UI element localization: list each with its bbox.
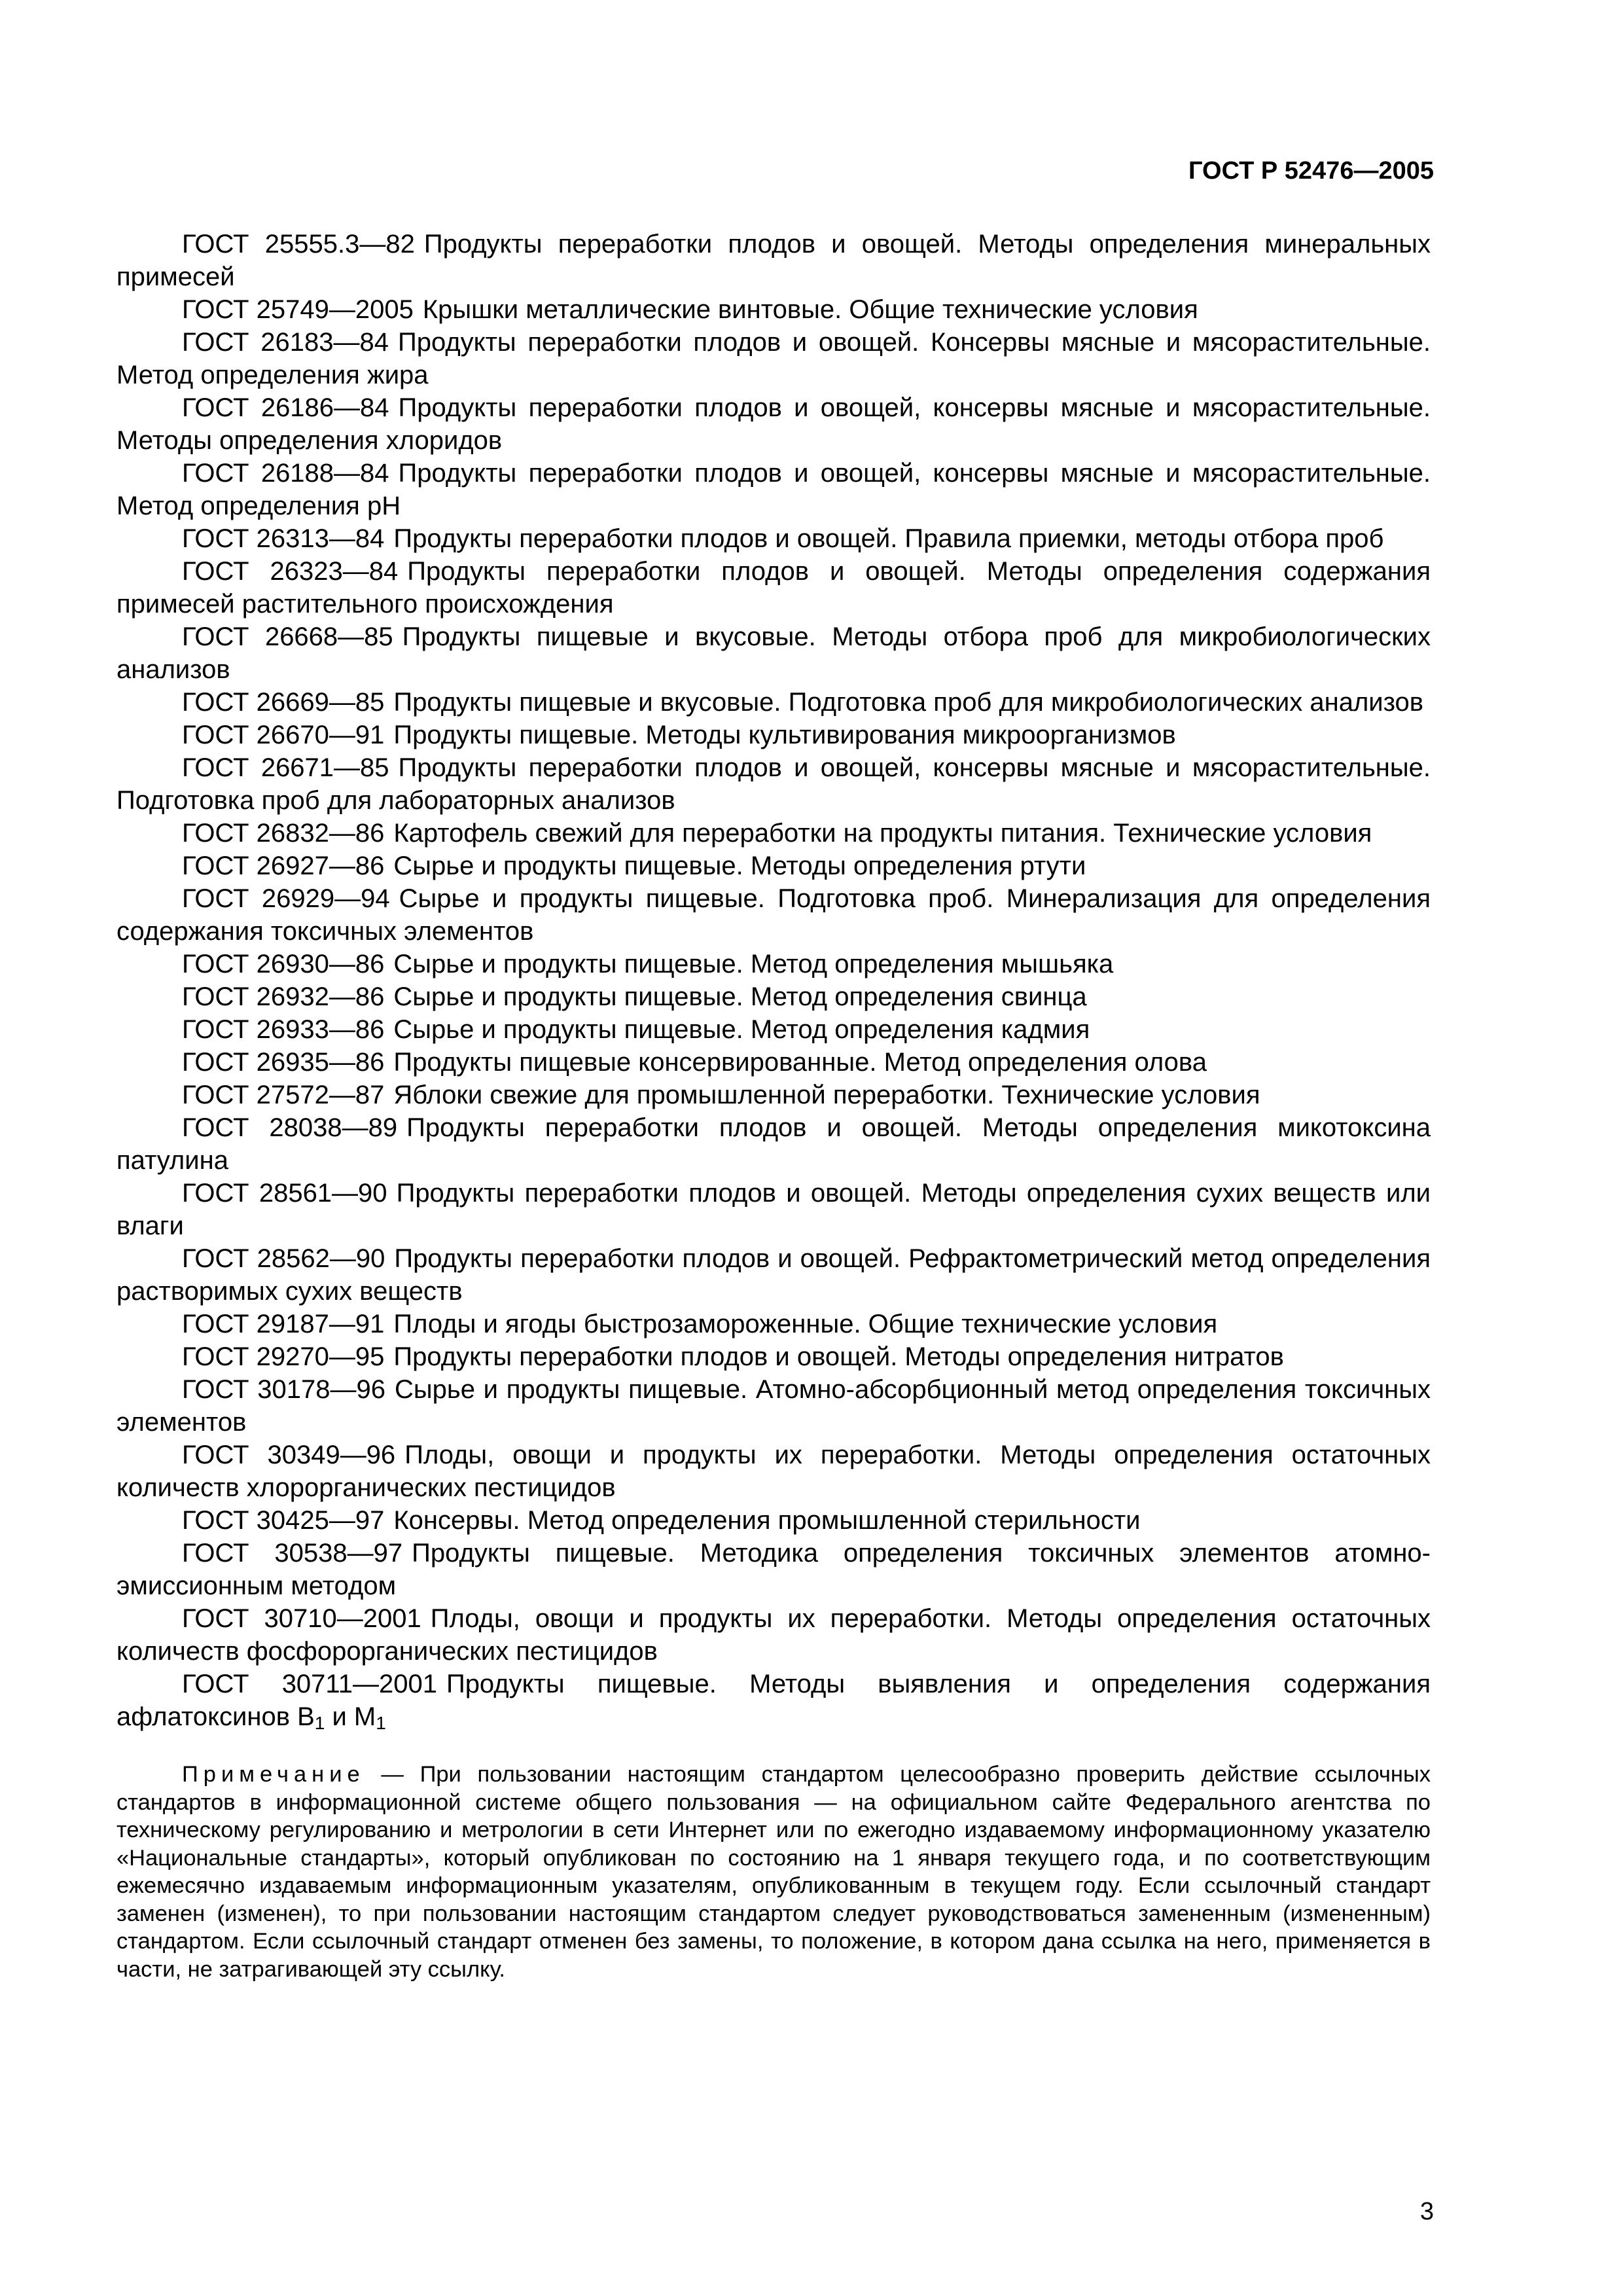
reference-title: Продукты переработки плодов и овощей. Методы определения содержания примесей растительного происхождения — [116, 557, 1431, 619]
reference-title: Продукты переработки плодов и овощей, консервы мясные и мясорастительные. Метод определения pH — [116, 459, 1431, 520]
reference-title: Продукты пищевые и вкусовые. Методы отбора проб для микробиологических анализов — [116, 622, 1431, 684]
reference-title: Продукты переработки плодов и овощей. Методы определения сухих веществ или влаги — [116, 1179, 1431, 1240]
document-code-header: ГОСТ Р 52476—2005 — [1188, 157, 1434, 185]
reference-title: Продукты переработки плодов и овощей. Правила приемки, методы отбора проб — [393, 524, 1384, 553]
reference-code: ГОСТ 28038—89 — [182, 1113, 398, 1142]
reference-code: ГОСТ 26832—86 — [182, 819, 385, 848]
reference-title: Крышки металлические винтовые. Общие технические условия — [422, 295, 1198, 324]
reference-entry — [116, 817, 1431, 850]
reference-entry — [116, 1046, 1431, 1079]
reference-entry — [116, 620, 1431, 686]
reference-entry — [116, 686, 1431, 719]
reference-entry — [116, 980, 1431, 1013]
reference-code: ГОСТ 26932—86 — [182, 982, 385, 1011]
reference-title: Сырье и продукты пищевые. Методы определения ртути — [393, 852, 1086, 880]
reference-title: Яблоки свежие для промышленной переработки. Технические условия — [393, 1081, 1260, 1109]
reference-title: Продукты пищевые и вкусовые. Подготовка проб для микробиологических анализов — [393, 688, 1424, 717]
reference-code: ГОСТ 30178—96 — [182, 1375, 385, 1404]
reference-entry — [116, 228, 1431, 293]
reference-title: Плоды, овощи и продукты их переработки. Методы определения остаточных количеств фосфорорганических пестицидов — [116, 1604, 1431, 1666]
reference-title: Сырье и продукты пищевые. Метод определения свинца — [393, 982, 1087, 1011]
reference-code: ГОСТ 30711—2001 — [182, 1670, 437, 1698]
reference-code: ГОСТ 26323—84 — [182, 557, 399, 586]
reference-title: Сырье и продукты пищевые. Метод определения кадмия — [393, 1015, 1090, 1044]
reference-entry — [116, 1340, 1431, 1373]
reference-code: ГОСТ 29270—95 — [182, 1342, 385, 1371]
reference-title: Продукты переработки плодов и овощей. Методы определения нитратов — [393, 1342, 1284, 1371]
reference-entry — [116, 1308, 1431, 1340]
reference-title: Сырье и продукты пищевые. Подготовка проб. Минерализация для определения содержания токсичных элементов — [116, 884, 1431, 946]
reference-title: Плоды, овощи и продукты их переработки. Методы определения остаточных количеств хлорорганических пестицидов — [116, 1441, 1431, 1502]
page-number: 3 — [1419, 2198, 1434, 2225]
reference-title: Продукты переработки плодов и овощей. Методы определения микотоксина патулина — [116, 1113, 1431, 1175]
reference-entry — [116, 751, 1431, 817]
reference-entry — [116, 882, 1431, 948]
reference-entry — [116, 850, 1431, 882]
reference-title: Продукты пищевые консервированные. Метод определения олова — [393, 1048, 1207, 1077]
reference-entry — [116, 555, 1431, 620]
reference-code: ГОСТ 26668—85 — [182, 622, 393, 651]
reference-entry — [116, 719, 1431, 751]
reference-code: ГОСТ 30425—97 — [182, 1506, 385, 1535]
reference-code: ГОСТ 28562—90 — [182, 1244, 385, 1273]
reference-code: ГОСТ 26183—84 — [182, 328, 389, 357]
subscript: 1 — [376, 1713, 386, 1733]
reference-entry — [116, 1013, 1431, 1046]
reference-entry — [116, 1439, 1431, 1504]
note-label: Примечание — [182, 1762, 365, 1787]
note-text: — При пользовании настоящим стандартом целесообразно проверить действие ссылочных стандартов в информационной системе общего пользования — на официальном сайте Федерального агентства по техническому регулированию и метрологии в сети Интернет или по ежегодно издаваемому информационному указателю «Национальные стандарты», который опубликован по состоянию на 1 января текущего года, и по соответствующим ежемесячно издаваемым информационным указателям, опубликованным в текущем году. Если ссылочный стандарт заменен (изменен), то при пользовании настоящим стандартом следует руководствоваться замененным (измененным) стандартом. Если ссылочный стандарт отменен без замены, то положение, в котором дана ссылка на него, применяется в части, не затрагивающей эту ссылку. — [116, 1762, 1431, 1982]
reference-entry — [116, 326, 1431, 391]
reference-entry — [116, 1602, 1431, 1668]
reference-code: ГОСТ 26670—91 — [182, 721, 385, 749]
reference-code: ГОСТ 26930—86 — [182, 950, 385, 978]
reference-title: Продукты пищевые. Методика определения токсичных элементов атомно-эмиссионным методом — [116, 1539, 1431, 1600]
reference-code: ГОСТ 26669—85 — [182, 688, 385, 717]
reference-title: Продукты переработки плодов и овощей. Консервы мясные и мясорастительные. Метод определения жира — [116, 328, 1431, 389]
reference-code: ГОСТ 26927—86 — [182, 852, 385, 880]
reference-entry — [116, 457, 1431, 522]
reference-entry — [116, 391, 1431, 457]
reference-title: Продукты переработки плодов и овощей. Рефрактометрический метод определения растворимых сухих веществ — [116, 1244, 1431, 1306]
reference-code: ГОСТ 30710—2001 — [182, 1604, 421, 1633]
reference-code: ГОСТ 28561—90 — [182, 1179, 387, 1208]
reference-code: ГОСТ 26186—84 — [182, 393, 389, 422]
reference-title: Продукты переработки плодов и овощей, консервы мясные и мясорастительные. Подготовка проб для лабораторных анализов — [116, 753, 1431, 815]
references-list — [116, 228, 1431, 2006]
reference-entry — [116, 1242, 1431, 1308]
reference-code: ГОСТ 26933—86 — [182, 1015, 385, 1044]
reference-entry — [116, 1373, 1431, 1439]
reference-code: ГОСТ 26313—84 — [182, 524, 385, 553]
reference-entry — [116, 1668, 1431, 1733]
reference-title: Продукты пищевые. Методы культивирования микроорганизмов — [393, 721, 1176, 749]
reference-title: Продукты переработки плодов и овощей, консервы мясные и мясорастительные. Методы определения хлоридов — [116, 393, 1431, 455]
reference-entry — [116, 1111, 1431, 1177]
reference-code: ГОСТ 26929—94 — [182, 884, 390, 913]
reference-entry — [116, 948, 1431, 980]
reference-entry — [116, 293, 1431, 326]
reference-title: Продукты пищевые. Методы выявления и определения содержания афлатоксинов B — [116, 1670, 1431, 1731]
reference-entry — [116, 1079, 1431, 1111]
reference-code: ГОСТ 26935—86 — [182, 1048, 385, 1077]
reference-entry — [116, 1537, 1431, 1602]
subscript: 1 — [314, 1713, 325, 1733]
reference-code: ГОСТ 27572—87 — [182, 1081, 385, 1109]
reference-title: Сырье и продукты пищевые. Метод определения мышьяка — [393, 950, 1114, 978]
reference-code: ГОСТ 30349—96 — [182, 1441, 396, 1469]
reference-title-cont: и M — [325, 1702, 376, 1731]
reference-code: ГОСТ 29187—91 — [182, 1310, 385, 1338]
reference-title: Продукты переработки плодов и овощей. Методы определения минеральных примесей — [116, 230, 1431, 291]
reference-entry — [116, 522, 1431, 555]
reference-title: Картофель свежий для переработки на продукты питания. Технические условия — [393, 819, 1372, 848]
reference-title: Плоды и ягоды быстрозамороженные. Общие технические условия — [393, 1310, 1218, 1338]
reference-code: ГОСТ 25555.3—82 — [182, 230, 415, 259]
reference-entry — [116, 1177, 1431, 1242]
reference-code: ГОСТ 26188—84 — [182, 459, 389, 488]
reference-title: Сырье и продукты пищевые. Атомно-абсорбционный метод определения токсичных элементов — [116, 1375, 1431, 1437]
reference-code: ГОСТ 30538—97 — [182, 1539, 403, 1568]
reference-entry — [116, 1504, 1431, 1537]
note-paragraph — [116, 1761, 1431, 1983]
reference-code: ГОСТ 25749—2005 — [182, 295, 414, 324]
reference-code: ГОСТ 26671—85 — [182, 753, 389, 782]
reference-title: Консервы. Метод определения промышленной стерильности — [393, 1506, 1141, 1535]
